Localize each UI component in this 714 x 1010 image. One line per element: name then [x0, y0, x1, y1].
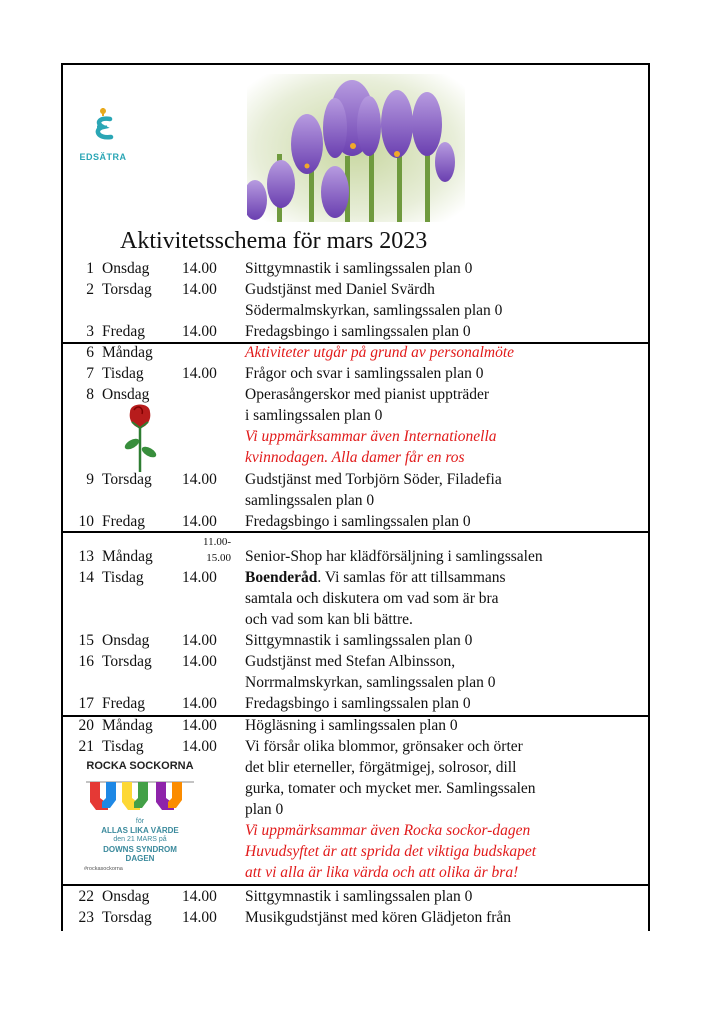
row-activity: Gudstjänst med Stefan Albinsson, [245, 653, 456, 670]
row-activity: Senior-Shop har klädförsäljning i samlingssalen [245, 548, 543, 565]
row-time: 14.00 [182, 888, 217, 905]
row-activity: och vad som kan bli bättre. [245, 611, 413, 628]
row-date: 15 [78, 632, 94, 649]
row-date: 16 [78, 653, 94, 670]
row-date: 10 [78, 513, 94, 530]
row-activity: kvinnodagen. Alla damer får en ros [245, 449, 465, 466]
page-title: Aktivitetsschema för mars 2023 [120, 228, 428, 254]
row-activity: gurka, tomater och mycket mer. Samlingssalen [245, 780, 536, 797]
shop-time-end: 15.00 [206, 552, 231, 564]
row-date: 13 [78, 548, 94, 565]
row-time: 14.00 [182, 738, 217, 755]
row-weekday: Tisdag [102, 738, 144, 755]
row-activity: Gudstjänst med Torbjörn Söder, Filadefia [245, 471, 502, 488]
row-date: 6 [86, 344, 94, 361]
edsatra-logo [76, 106, 130, 166]
row-date: 23 [78, 909, 94, 926]
row-activity: Gudstjänst med Daniel Svärdh [245, 281, 435, 298]
row-activity-bold: Boenderåd [245, 569, 318, 586]
row-activity: Vi uppmärksammar även Rocka sockor-dagen [245, 822, 531, 839]
row-time: 14.00 [182, 323, 217, 340]
row-date: 22 [78, 888, 94, 905]
row-weekday: Måndag [102, 344, 153, 361]
row-date: 3 [86, 323, 94, 340]
poster-title: ROCKA SOCKORNA [86, 760, 194, 772]
row-activity: Aktiviteter utgår på grund av personalmöte [245, 344, 515, 361]
row-activity: Fredagsbingo i samlingssalen plan 0 [245, 513, 471, 530]
row-weekday: Torsdag [102, 909, 152, 926]
row-activity: Operasångerskor med pianist uppträder [245, 386, 490, 403]
row-activity: Södermalmskyrkan, samlingssalen plan 0 [245, 302, 503, 319]
row-weekday: Tisdag [102, 569, 144, 586]
row-activity: Fredagsbingo i samlingssalen plan 0 [245, 323, 471, 340]
row-activity: Vi uppmärksammar även Internationella [245, 428, 497, 445]
row-weekday: Måndag [102, 717, 153, 734]
row-activity: Högläsning i samlingssalen plan 0 [245, 717, 458, 734]
logo-icon [83, 106, 123, 146]
logo-text: EDSÄTRA [79, 152, 127, 162]
row-time: 14.00 [182, 365, 217, 382]
row-activity: Frågor och svar i samlingssalen plan 0 [245, 365, 484, 382]
row-weekday: Onsdag [102, 386, 150, 403]
row-date: 8 [86, 386, 94, 403]
row-activity-rest: . Vi samlas för att tillsammans [317, 569, 506, 586]
row-weekday: Onsdag [102, 632, 150, 649]
row-activity: Vi försår olika blommor, grönsaker och örter [245, 738, 523, 755]
row-weekday: Måndag [102, 548, 153, 565]
row-time: 14.00 [182, 260, 217, 277]
row-weekday: Fredag [102, 695, 146, 712]
row-date: 17 [78, 695, 94, 712]
row-date: 14 [78, 569, 94, 586]
poster-line3: den 21 MARS på [113, 836, 167, 843]
shop-time-start: 11.00- [202, 536, 231, 548]
row-time: 14.00 [182, 909, 217, 926]
row-weekday: Fredag [102, 513, 146, 530]
week-separator [61, 884, 650, 886]
row-weekday: Onsdag [102, 888, 150, 905]
row-date: 7 [86, 365, 94, 382]
row-activity: samlingssalen plan 0 [245, 492, 375, 509]
row-activity: Huvudsyftet är att sprida det viktiga budskapet [245, 843, 537, 860]
poster-line5: DAGEN [125, 854, 155, 863]
row-activity: att vi alla är lika värda och att olika är bra! [245, 864, 519, 881]
row-activity: Sittgymnastik i samlingssalen plan 0 [245, 260, 473, 277]
row-activity: Norrmalmskyrkan, samlingssalen plan 0 [245, 674, 496, 691]
row-time: 14.00 [182, 653, 217, 670]
row-activity: Fredagsbingo i samlingssalen plan 0 [245, 695, 471, 712]
row-date: 1 [86, 260, 94, 277]
poster-line4: DOWNS SYNDROM [103, 845, 177, 854]
row-weekday: Torsdag [102, 653, 152, 670]
row-date: 9 [86, 471, 94, 488]
row-weekday: Torsdag [102, 281, 152, 298]
row-weekday: Torsdag [102, 471, 152, 488]
row-time: 14.00 [182, 281, 217, 298]
row-time: 14.00 [182, 695, 217, 712]
row-weekday: Fredag [102, 323, 146, 340]
row-date: 21 [78, 738, 94, 755]
row-activity: i samlingssalen plan 0 [245, 407, 383, 424]
row-activity: samtala och diskutera om vad som är bra [245, 590, 499, 607]
row-weekday: Tisdag [102, 365, 144, 382]
row-date: 2 [86, 281, 94, 298]
row-activity: det blir eterneller, förgätmigej, solrosor, dill [245, 759, 517, 776]
row-time: 14.00 [182, 569, 217, 586]
row-time: 14.00 [182, 513, 217, 530]
poster-line1: för [135, 818, 145, 825]
crocus-photo [247, 74, 465, 222]
row-time: 14.00 [182, 471, 217, 488]
rose-icon [110, 400, 170, 475]
poster-line2: ALLAS LIKA VÄRDE [101, 826, 179, 835]
row-activity: plan 0 [245, 801, 284, 818]
row-date: 20 [78, 717, 94, 734]
row-time: 14.00 [182, 717, 217, 734]
row-activity [245, 568, 506, 588]
row-activity: Sittgymnastik i samlingssalen plan 0 [245, 888, 473, 905]
row-activity: Sittgymnastik i samlingssalen plan 0 [245, 632, 473, 649]
poster-footer: #rockasockorna [84, 866, 123, 872]
row-time: 14.00 [182, 632, 217, 649]
rocka-sockorna-poster [76, 758, 204, 880]
row-weekday: Onsdag [102, 260, 150, 277]
row-activity: Musikgudstjänst med kören Glädjeton från [245, 909, 512, 926]
